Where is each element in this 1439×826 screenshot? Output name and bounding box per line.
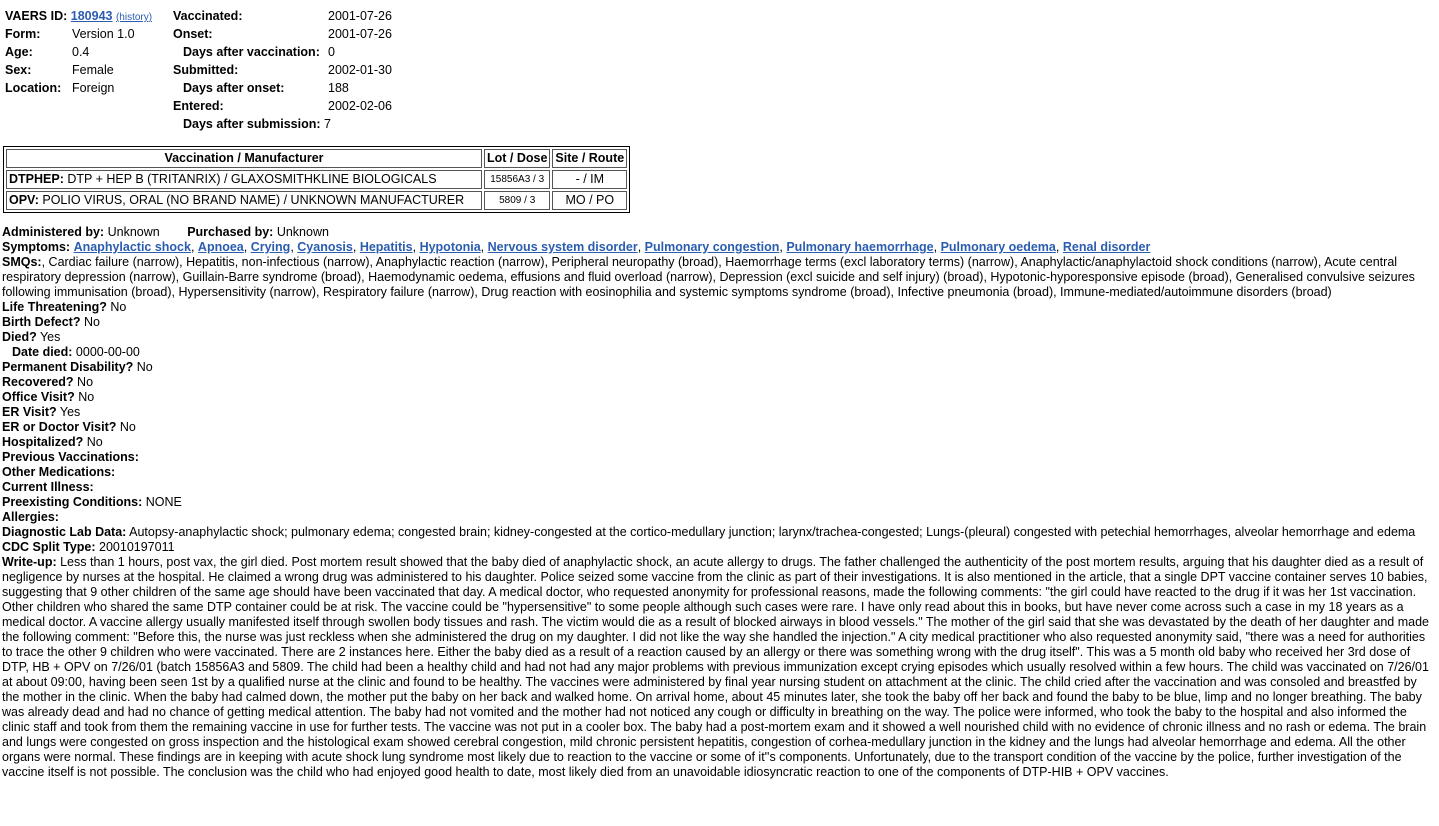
smqs-label: SMQs: (2, 255, 42, 269)
symptom-link[interactable]: Hepatitis (359, 240, 413, 254)
write-up-label: Write-up: (2, 555, 57, 569)
other-medications-row (2, 465, 1437, 480)
onset-label: Onset: (173, 27, 213, 41)
site-cell: - / IM (552, 170, 627, 189)
days-after-onset-value: 188 (328, 81, 349, 95)
sex-value: Female (72, 63, 114, 77)
age-value: 0.4 (72, 45, 90, 59)
purchased-value: Unknown (276, 225, 329, 239)
onset-value: 2001-07-26 (328, 27, 392, 41)
hospitalized-value: No (86, 435, 103, 449)
location-label: Location: (5, 81, 62, 95)
location-value: Foreign (72, 81, 115, 95)
cdc-split-type-value: 20010197011 (99, 540, 175, 554)
er-visit-label: ER Visit? (2, 405, 57, 419)
symptom-link[interactable]: Pulmonary haemorrhage (786, 240, 934, 254)
lab-data-row (2, 525, 1437, 540)
er-doctor-visit-label: ER or Doctor Visit? (2, 420, 117, 434)
history-link[interactable]: (history) (115, 12, 153, 23)
office-visit-row (2, 390, 1437, 405)
permanent-disability-label: Permanent Disability? (2, 360, 134, 374)
administered-value: Unknown (107, 225, 160, 239)
table-row (6, 170, 627, 189)
preexisting-conditions-label: Preexisting Conditions: (2, 495, 143, 509)
symptom-link[interactable]: Crying (250, 240, 291, 254)
previous-vaccinations-label: Previous Vaccinations: (2, 450, 139, 464)
permanent-disability-value: No (136, 360, 153, 374)
symptoms-row (2, 240, 1437, 255)
current-illness-row (2, 480, 1437, 495)
vaccination-table (3, 146, 630, 213)
days-after-submission-label: Days after submission: (183, 117, 321, 131)
days-after-vaccination-value: 0 (328, 45, 335, 59)
died-row (2, 330, 1437, 345)
recovered-value: No (77, 375, 94, 389)
died-label: Died? (2, 330, 37, 344)
age-label: Age: (5, 45, 33, 59)
report-header (2, 6, 1437, 146)
birth-defect-value: No (83, 315, 100, 329)
symptom-link[interactable]: Pulmonary congestion (644, 240, 780, 254)
symptom-links: Anaphylactic shock, Apnoea, Crying, Cyanosis, Hepatitis, Hypotonia, Nervous system disorder, Pulmonary congestion, Pulmonary haemorrhage, Pulmonary oedema, Renal disorder (73, 240, 1151, 254)
vaccinated-label: Vaccinated: (173, 9, 243, 23)
permanent-disability-row (2, 360, 1437, 375)
report-details (2, 225, 1437, 780)
preexisting-conditions-value: NONE (145, 495, 182, 509)
vaccine-code: OPV: (9, 193, 39, 207)
symptom-link[interactable]: Hypotonia (419, 240, 481, 254)
days-after-onset-label: Days after onset: (183, 81, 285, 95)
days-after-submission-value: 7 (324, 117, 331, 131)
er-visit-row (2, 405, 1437, 420)
days-after-vaccination-label: Days after vaccination: (183, 45, 320, 59)
symptom-link[interactable]: Cyanosis (297, 240, 353, 254)
vaers-id-link[interactable]: 180943 (70, 9, 113, 23)
date-died-value: 0000-00-00 (75, 345, 140, 359)
site-cell: MO / PO (552, 191, 627, 210)
er-doctor-visit-row (2, 420, 1437, 435)
er-visit-value: Yes (59, 405, 81, 419)
life-threatening-value: No (110, 300, 127, 314)
table-header-row (6, 149, 627, 168)
vaccine-desc: DTP + HEP B (TRITANRIX) / GLAXOSMITHKLINE BIOLOGICALS (67, 172, 437, 186)
smqs-value: , Cardiac failure (narrow), Hepatitis, non-infectious (narrow), Anaphylactic reaction (narrow), Peripheral neuropathy (broad), Haemorrhage terms (excl laboratory terms) (narrow), Anaphylactic/anaphylactoid shock conditions (narrow), Acute central respiratory depression (narrow), Guillain-Barre syndrome (broad), Haemodynamic oedema, effusions and fluid overload (narrow), Depression (excl suicide and self injury) (broad), Hypotonic-hyporesponsive episode (broad), Generalised convulsive seizures following immunisation (broad), Hypersensitivity (narrow), Respiratory failure (narrow), Drug reaction with eosinophilia and systemic symptoms syndrome (broad), Infective pneumonia (broad), Immune-mediated/autoimmune disorders (broad) (2, 255, 1415, 299)
vaers-id-row (5, 9, 152, 25)
current-illness-label: Current Illness: (2, 480, 94, 494)
previous-vaccinations-row (2, 450, 1437, 465)
symptom-link[interactable]: Pulmonary oedema (940, 240, 1056, 254)
col-lot-dose: Lot / Dose (484, 149, 550, 168)
life-threatening-row (2, 300, 1437, 315)
table-row (6, 191, 627, 210)
vaccinated-value: 2001-07-26 (328, 9, 392, 23)
birth-defect-label: Birth Defect? (2, 315, 81, 329)
entered-label: Entered: (173, 99, 224, 113)
entered-value: 2002-02-06 (328, 99, 392, 113)
allergies-row (2, 510, 1437, 525)
hospitalized-label: Hospitalized? (2, 435, 84, 449)
other-medications-label: Other Medications: (2, 465, 116, 479)
sex-label: Sex: (5, 63, 32, 77)
recovered-label: Recovered? (2, 375, 74, 389)
cdc-split-type-row (2, 540, 1437, 555)
vaccine-desc: POLIO VIRUS, ORAL (NO BRAND NAME) / UNKNOWN MANUFACTURER (42, 193, 465, 207)
vaccine-cell (6, 170, 482, 189)
write-up-text: Less than 1 hours, post vax, the girl died. Post mortem result showed that the baby died of anaphylactic shock, an acute allergy to drugs. The father challenged the authenticity of the post mortem results, arguing that his daughter died as a result of negligence by nurses at the hospital. He claimed a wrong drug was administered to his daughter. Police seized some vaccine from the clinic as part of their investigations. It is also mentioned in the article, that a single DPT vaccine container serves 10 babies, suggesting that 9 other children of the same age should have been vaccinated that day. A medical doctor, who requested anonymity for professional reasons, made the following comments: "the girl could have reacted to the drug if it was her 1st vaccination. Other children who shared the same DTP container could be at risk. The vaccine could be "hypersensitive" to some people although such cases were rare. I have only read about this in books, but have never come across such a case in my 18 years as a medical doctor. A vaccine allergy usually manifested itself through swollen body tissues and rash. The victim would die as a result of blocked airways in blood vessels." The mother of the girl said that she was devastated by the death of her daughter and made the following comment: "Before this, the nurse was just reckless when she administered the drug on my daughter. I did not like the way she handled the injection." A city medical practitioner who also requested anonymity said, "there was a need for authorities to trace the other 9 children who were vaccinated. There are 2 instances here. Either the baby died as a result of a reaction caused by an allergy or there was something wrong with the drug itself". This was a 5 month old baby who received her 3rd dose of DTP, HB + OPV on 7/26/01 (batch 15856A3 and 5809. The child had been a healthy child and had not had any major problems with previous immunization except crying episodes which usually resolved within a few hours. The child was vaccinated on 7/26/01 at about 09:00, having been seen 1st by a qualified nurse at the clinic and found to be healthy. The vaccines were administered by final year nursing student on attachment at the clinic. The child cried after the vaccination and was consoled and breastfed by the mother in the clinic. When the baby had calmed down, the mother put the baby on her back and walked home. On arrival home, about 45 minutes later, she took the baby off her back and found the baby to be blue, limp and no longer breathing. The baby was already dead and had no chance of getting medical attention. The baby had not vomited and the mother had not noticed any cough or difficulty in breathing on the way. The police were informed, who took the baby to the hospital and also informed the clinic staff and took from them the remaining vaccine in use for further tests. The vaccine was not put in a cooler box. The baby had a post-mortem exam and it showed a well nourished child with no evidence of chronic illness and no rash or edema. The brain and lungs were congested on gross inspection and the histological exam showed cerebral congestion, mild chronic persistent hepatitis, congestion of corhea-medullary junction in the kidney and the lungs had alveolar hemorrhage and edema. All the other organs were normal. These findings are in keeping with acute shock lung syndrome most likely due to reaction to the vaccine or some of it''s components. Unfortunately, due to the transport condition of the vaccine by the police, further investigation of the vaccine itself is not possible. The conclusion was the child who had enjoyed good health to date, most likely died from an unavoidable idiosyncratic reaction to one of the components of DTP-HIB + OPV vaccines. (2, 555, 1429, 779)
died-value: Yes (39, 330, 61, 344)
symptom-link[interactable]: Anaphylactic shock (73, 240, 191, 254)
smqs-row (2, 255, 1437, 300)
life-threatening-label: Life Threatening? (2, 300, 107, 314)
lot-cell: 15856A3 / 3 (484, 170, 550, 189)
administered-label: Administered by: (2, 225, 105, 239)
form-label: Form: (5, 27, 41, 41)
hospitalized-row (2, 435, 1437, 450)
vaccine-cell (6, 191, 482, 210)
lot-cell: 5809 / 3 (484, 191, 550, 210)
write-up-row (2, 555, 1437, 780)
date-died-label: Date died: (12, 345, 73, 359)
er-doctor-visit-value: No (119, 420, 136, 434)
vaers-id-label: VAERS ID: (5, 9, 68, 23)
birth-defect-row (2, 315, 1437, 330)
lab-data-label: Diagnostic Lab Data: (2, 525, 127, 539)
office-visit-value: No (78, 390, 95, 404)
form-value: Version 1.0 (72, 27, 135, 41)
office-visit-label: Office Visit? (2, 390, 75, 404)
purchased-label: Purchased by: (187, 225, 274, 239)
symptom-link[interactable]: Nervous system disorder (487, 240, 638, 254)
date-died-row (2, 345, 1437, 360)
col-site-route: Site / Route (552, 149, 627, 168)
cdc-split-type-label: CDC Split Type: (2, 540, 96, 554)
symptom-link[interactable]: Renal disorder (1062, 240, 1151, 254)
allergies-label: Allergies: (2, 510, 59, 524)
recovered-row (2, 375, 1437, 390)
administered-row (2, 225, 1437, 240)
submitted-value: 2002-01-30 (328, 63, 392, 77)
submitted-label: Submitted: (173, 63, 239, 77)
symptoms-label: Symptoms: (2, 240, 71, 254)
symptom-link[interactable]: Apnoea (197, 240, 244, 254)
preexisting-conditions-row (2, 495, 1437, 510)
lab-data-value: Autopsy-anaphylactic shock; pulmonary edema; congested brain; kidney-congested at the cortico-medullary junction; larynx/trachea-congested; Lungs-(pleural) congested with petechial hemorrhages, alveolar hemorrhage and edema (129, 525, 1416, 539)
vaccine-code: DTPHEP: (9, 172, 64, 186)
col-vaccination-manufacturer: Vaccination / Manufacturer (6, 149, 482, 168)
